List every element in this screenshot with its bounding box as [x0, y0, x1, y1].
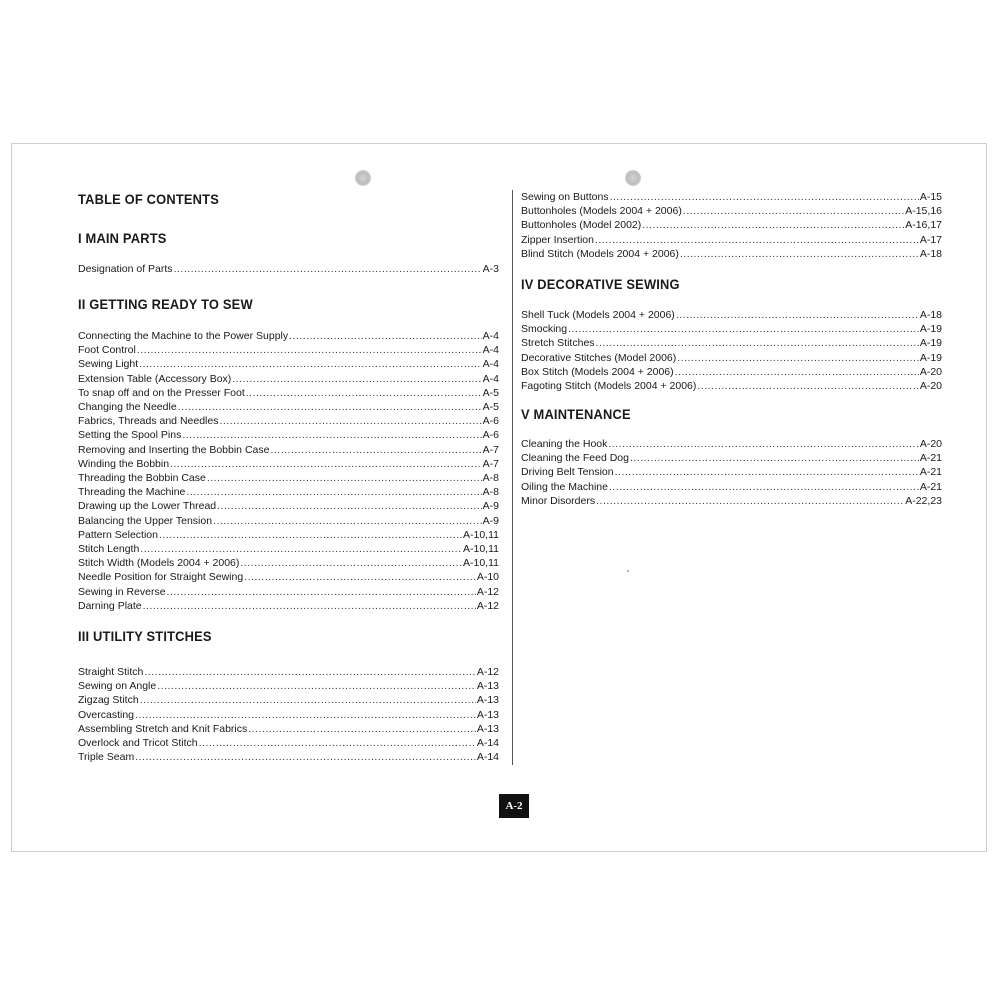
dot-leader: [610, 190, 919, 204]
toc-entry-label: Fagoting Stitch (Models 2004 + 2006): [521, 380, 697, 392]
toc-entry: [78, 457, 499, 471]
dot-leader: [248, 722, 476, 736]
toc-entry: [78, 722, 499, 736]
toc-entry-label: Drawing up the Lower Thread: [78, 500, 217, 513]
dot-leader: [232, 372, 481, 386]
toc-entry: [78, 262, 499, 276]
toc-entry: [521, 480, 942, 494]
toc-entry-page: A-22,23: [905, 494, 942, 507]
toc-entry-page: A-15,16: [905, 205, 942, 218]
dot-leader: [240, 556, 462, 570]
toc-entry-page: A-13: [476, 680, 499, 693]
toc-entry-label: Buttonholes (Models 2004 + 2006): [521, 205, 682, 218]
toc-entry-label: Sewing Light: [78, 358, 139, 371]
dot-leader: [137, 343, 482, 357]
toc-entry: [521, 465, 942, 479]
toc-entry-label: Designation of Parts: [78, 263, 173, 275]
dot-leader: [630, 451, 919, 465]
toc-entry-page: A-4: [482, 358, 499, 371]
dot-leader: [174, 262, 482, 276]
dot-leader: [270, 443, 481, 457]
toc-entry-page: A-21: [919, 466, 942, 479]
dot-leader: [642, 218, 904, 232]
toc-entry: [78, 665, 499, 679]
dot-leader: [609, 480, 919, 494]
toc-entry-page: A-14: [476, 737, 499, 749]
toc-entry-label: Threading the Bobbin Case: [78, 472, 206, 484]
toc-entry-label: Connecting the Machine to the Power Supply: [78, 330, 289, 342]
toc-entry-page: A-7: [482, 443, 499, 456]
toc-entry-label: Winding the Bobbin: [78, 457, 170, 470]
toc-entry: [78, 585, 499, 599]
toc-entry-label: Changing the Needle: [78, 401, 177, 413]
toc-entry: [78, 428, 499, 442]
toc-entry-label: Pattern Selection: [78, 528, 158, 541]
toc-title: TABLE OF CONTENTS: [78, 191, 219, 207]
dot-leader: [246, 386, 482, 400]
toc-entry-label: Straight Stitch: [78, 666, 144, 678]
toc-entry-page: A-19: [919, 323, 942, 336]
dot-leader: [289, 329, 482, 343]
toc-entry: [78, 708, 499, 722]
dot-leader: [167, 585, 476, 599]
toc-entry: [521, 322, 942, 336]
toc-entry-page: A-4: [482, 344, 499, 357]
dot-leader: [677, 351, 919, 365]
toc-entry-label: Stretch Stitches: [521, 337, 595, 350]
toc-entry: [521, 247, 942, 261]
toc-entry: [78, 386, 499, 400]
dot-leader: [207, 471, 482, 485]
toc-entry: [78, 329, 499, 343]
toc-entry-page: A-8: [482, 486, 499, 499]
toc-entry-label: Stitch Length: [78, 543, 140, 555]
toc-entry-page: A-13: [476, 694, 499, 707]
toc-entry: [78, 414, 499, 428]
toc-entry: [78, 599, 499, 613]
toc-entry-label: Sewing on Buttons: [521, 191, 609, 203]
toc-entry-page: A-5: [482, 401, 499, 413]
toc-entry: [521, 336, 942, 350]
toc-entry-page: A-12: [476, 585, 499, 598]
section-heading: III UTILITY STITCHES: [78, 628, 212, 644]
toc-entry-label: Removing and Inserting the Bobbin Case: [78, 443, 270, 456]
toc-entry-page: A-15: [919, 191, 942, 203]
toc-entry-label: Cleaning the Hook: [521, 438, 608, 450]
section-heading: I MAIN PARTS: [78, 230, 167, 246]
toc-entry-page: A-3: [482, 263, 499, 275]
toc-entry-page: A-20: [919, 438, 942, 450]
toc-entry: [521, 308, 942, 322]
dot-leader: [213, 514, 482, 528]
toc-entry-page: A-21: [919, 452, 942, 465]
toc-entry-page: A-21: [919, 480, 942, 493]
dot-leader: [199, 736, 476, 750]
dot-leader: [135, 750, 476, 764]
dot-leader: [595, 233, 919, 247]
toc-entry: [521, 379, 942, 393]
toc-entry: [78, 485, 499, 499]
dot-leader: [178, 400, 482, 414]
toc-entry-label: Balancing the Upper Tension: [78, 514, 213, 527]
toc-entry-label: Minor Disorders: [521, 494, 596, 507]
toc-entry-page: A-13: [476, 708, 499, 721]
toc-entry: [78, 750, 499, 764]
toc-entry-page: A-20: [919, 365, 942, 378]
toc-entry-page: A-19: [919, 351, 942, 364]
toc-entry-page: A-4: [482, 330, 499, 342]
dot-leader: [143, 599, 476, 613]
toc-entry: [78, 357, 499, 371]
dot-leader: [140, 542, 462, 556]
toc-entry: [521, 351, 942, 365]
toc-entry-page: A-5: [482, 386, 499, 399]
toc-entry: [78, 570, 499, 584]
toc-entry: [78, 443, 499, 457]
toc-entry-label: Zipper Insertion: [521, 233, 594, 246]
toc-entry-label: Stitch Width (Models 2004 + 2006): [78, 557, 240, 570]
toc-entry-label: Cleaning the Feed Dog: [521, 452, 629, 465]
toc-entry-label: Foot Control: [78, 344, 136, 357]
toc-entry-page: A-10,11: [463, 528, 499, 541]
toc-entry-page: A-9: [482, 514, 499, 527]
dot-leader: [675, 365, 919, 379]
toc-entry-label: Buttonholes (Model 2002): [521, 219, 642, 232]
dot-leader: [596, 494, 904, 508]
toc-entry: [521, 437, 942, 451]
toc-entry: [78, 499, 499, 513]
toc-entry-label: Driving Belt Tension: [521, 466, 614, 479]
toc-entry-page: A-8: [482, 472, 499, 484]
toc-entry-label: Overcasting: [78, 708, 135, 721]
toc-entry: [521, 190, 942, 204]
dot-leader: [144, 665, 475, 679]
dot-leader: [697, 379, 918, 393]
toc-entry: [78, 471, 499, 485]
toc-entry-page: A-14: [476, 751, 499, 764]
dot-leader: [244, 570, 476, 584]
binder-hole-left: [355, 170, 371, 186]
dot-leader: [683, 204, 904, 218]
dot-leader: [135, 708, 476, 722]
dot-leader: [182, 428, 481, 442]
section-heading: II GETTING READY TO SEW: [78, 296, 253, 312]
toc-entry-label: Smocking: [521, 323, 568, 336]
toc-entry-label: Oiling the Machine: [521, 480, 608, 493]
toc-entry-label: Extension Table (Accessory Box): [78, 372, 232, 385]
toc-entry-page: A-17: [919, 233, 942, 246]
toc-entry-label: Sewing on Angle: [78, 680, 157, 693]
toc-entry-label: Assembling Stretch and Knit Fabrics: [78, 722, 248, 735]
toc-entry-label: Setting the Spool Pins: [78, 429, 182, 442]
dot-leader: [596, 336, 919, 350]
toc-entry: [78, 679, 499, 693]
toc-entry: [78, 736, 499, 750]
toc-entry-label: Overlock and Tricot Stitch: [78, 737, 198, 749]
toc-entry-label: Box Stitch (Models 2004 + 2006): [521, 365, 674, 378]
toc-entry: [521, 233, 942, 247]
toc-entry-page: A-9: [482, 500, 499, 513]
column-divider: [512, 190, 513, 765]
toc-entry-page: A-16,17: [905, 219, 942, 232]
toc-entry: [78, 556, 499, 570]
toc-entry-label: Needle Position for Straight Sewing: [78, 571, 244, 584]
toc-entry-page: A-18: [919, 309, 942, 321]
toc-entry-label: Decorative Stitches (Model 2006): [521, 351, 677, 364]
toc-entry: [78, 528, 499, 542]
dot-leader: [140, 693, 476, 707]
toc-entry-page: A-12: [476, 599, 499, 612]
toc-entry-label: Darning Plate: [78, 599, 142, 612]
toc-entry-page: A-6: [482, 429, 499, 442]
toc-entry: [78, 372, 499, 386]
dot-leader: [676, 308, 919, 322]
toc-entry: [78, 514, 499, 528]
toc-entry-label: To snap off and on the Presser Foot: [78, 386, 245, 399]
toc-entry-page: A-10: [476, 571, 499, 584]
toc-entry: [78, 343, 499, 357]
toc-entry: [78, 693, 499, 707]
dot-leader: [217, 499, 482, 513]
toc-entry-page: A-19: [919, 337, 942, 350]
toc-entry-page: A-6: [482, 415, 499, 428]
toc-entry-page: A-10,11: [463, 543, 499, 555]
dot-leader: [186, 485, 481, 499]
toc-entry-page: A-4: [482, 372, 499, 385]
toc-entry-label: Blind Stitch (Models 2004 + 2006): [521, 247, 679, 260]
section-heading: V MAINTENANCE: [521, 406, 631, 422]
toc-entry: [521, 494, 942, 508]
dot-leader: [170, 457, 482, 471]
toc-entry: [78, 542, 499, 556]
toc-entry-page: A-13: [476, 722, 499, 735]
dot-leader: [159, 528, 462, 542]
toc-entry-label: Shell Tuck (Models 2004 + 2006): [521, 309, 675, 321]
toc-entry: [521, 218, 942, 232]
toc-entry-page: A-10,11: [463, 557, 499, 570]
toc-entry-label: Sewing in Reverse: [78, 585, 166, 598]
toc-entry-page: A-18: [919, 247, 942, 260]
section-heading: IV DECORATIVE SEWING: [521, 276, 680, 292]
toc-entry-label: Triple Seam: [78, 751, 135, 764]
toc-entry: [78, 400, 499, 414]
toc-entry-page: A-12: [476, 666, 499, 678]
toc-entry-page: A-7: [482, 457, 499, 470]
toc-entry-label: Threading the Machine: [78, 486, 186, 499]
toc-entry-label: Zigzag Stitch: [78, 694, 139, 707]
page-number: A-2: [499, 794, 529, 818]
dot-leader: [615, 465, 919, 479]
toc-entry: [521, 365, 942, 379]
dot-leader: [219, 414, 481, 428]
toc-entry: [521, 204, 942, 218]
dot-leader: [680, 247, 919, 261]
dot-leader: [157, 679, 476, 693]
toc-entry-page: A-20: [919, 380, 942, 392]
binder-hole-right: [625, 170, 641, 186]
dot-leader: [139, 357, 482, 371]
dot-leader: [568, 322, 919, 336]
toc-entry-label: Fabrics, Threads and Needles: [78, 415, 219, 428]
dot-leader: [608, 437, 918, 451]
toc-entry: [521, 451, 942, 465]
scan-speck: [627, 570, 629, 572]
